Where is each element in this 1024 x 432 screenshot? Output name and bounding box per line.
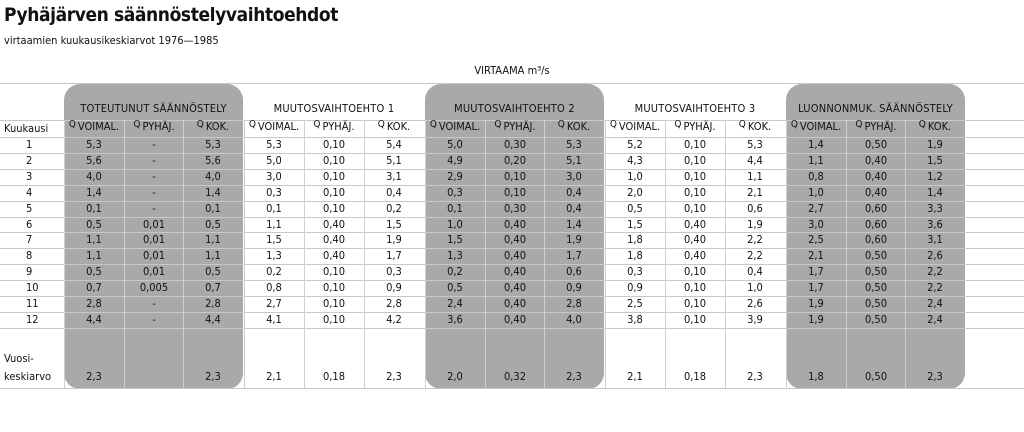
month-label: 1 [26,138,33,151]
table-cell: 0,10 [322,297,346,310]
table-cell: 0,1 [86,201,102,215]
table-cell: 4,4 [86,312,102,326]
table-cell: 0,4 [386,185,402,199]
row-header: Kuukausi [4,122,49,135]
table-cell: 1,5 [447,233,463,247]
table-cell: 3,9 [747,312,763,326]
table-cell: 2,2 [747,249,763,263]
table-cell: 0,10 [683,312,707,326]
column-header: Q PYHÄJ. [494,119,536,133]
month-label: 9 [26,265,33,279]
annual-cell: 0,32 [503,370,527,383]
table-cell: - [152,312,156,326]
page-title: Pyhäjärven säännöstelyvaihtoehdot [4,4,339,26]
table-cell: 4,0 [566,312,582,326]
annual-cell: 2,3 [566,370,582,383]
table-cell: 1,1 [86,233,102,247]
table-cell: 2,8 [386,297,402,310]
table-cell: 2,4 [927,312,943,326]
table-cell: 1,2 [927,169,943,183]
month-label: 11 [26,297,39,310]
table-cell: 0,40 [503,233,527,247]
table-cell: 0,40 [864,169,888,183]
table-cell: 5,3 [205,138,221,151]
table-cell: 1,4 [808,138,824,151]
group-heading-4: MUUTOSVAIHTOEHTO 3 [634,102,756,115]
month-label: 10 [26,281,39,295]
table-cell: 0,50 [864,249,888,263]
column-header: Q KOK. [377,119,411,133]
table-cell: 2,8 [86,297,102,310]
table-cell: 0,3 [447,185,463,199]
table-cell: 0,20 [503,153,527,167]
table-cell: 0,2 [386,201,402,215]
annual-cell: 1,8 [808,370,824,383]
table-cell: - [152,201,156,215]
table-cell: 0,40 [503,281,527,295]
month-label: 4 [26,185,33,199]
table-cell: 0,40 [503,265,527,279]
table-cell: 0,60 [864,233,888,247]
annual-label-line2: keskiarvo [4,370,52,383]
table-cell: 1,8 [627,249,643,263]
table-cell: 0,30 [503,138,527,151]
table-cell: 4,3 [627,153,643,167]
group-heading-1: TOTEUTUNUT SÄÄNNÖSTELY [80,102,227,115]
table-cell: 1,3 [266,249,282,263]
table-cell: 5,1 [386,153,402,167]
table-cell: 1,9 [747,217,763,231]
table-cell: 2,7 [266,297,282,310]
table-cell: 0,10 [683,281,707,295]
table-cell: 1,0 [627,169,643,183]
table-cell: 0,5 [205,217,221,231]
table-cell: 0,7 [86,281,102,295]
table-cell: 0,3 [266,185,282,199]
table-cell: 0,1 [266,201,282,215]
table-cell: 1,4 [566,217,582,231]
table-cell: 4,2 [386,312,402,326]
table-cell: 5,6 [205,153,221,167]
table-cell: - [152,169,156,183]
column-header: Q KOK. [918,119,952,133]
month-label: 3 [26,169,33,183]
table-cell: 4,1 [266,312,282,326]
table-cell: 0,10 [322,153,346,167]
column-header: Q VOIMAL. [248,119,300,133]
group-heading-5: LUONNONMUK. SÄÄNNÖSTELY [798,102,953,115]
table-cell: 0,40 [503,249,527,263]
table-cell: 2,4 [927,297,943,310]
table-cell: 5,3 [566,138,582,151]
table-cell: 0,40 [322,249,346,263]
annual-cell: 0,50 [864,370,888,383]
table-cell: 0,40 [322,217,346,231]
annual-cell: 2,1 [266,370,282,383]
table-cell: 2,0 [627,185,643,199]
table-cell: 0,50 [864,138,888,151]
month-label: 2 [26,153,33,167]
table-cell: 2,8 [566,297,582,310]
table-cell: 4,4 [747,153,763,167]
table-cell: 0,4 [566,185,582,199]
column-header: Q PYHÄJ. [855,119,897,133]
table-cell: 2,2 [927,265,943,279]
table-cell: 5,3 [747,138,763,151]
table-cell: 1,1 [86,249,102,263]
table-cell: 0,9 [386,281,402,295]
month-label: 12 [26,312,39,326]
annual-cell: 2,1 [627,370,643,383]
table-cell: 1,9 [927,138,943,151]
table-cell: 1,9 [566,233,582,247]
table-cell: 0,7 [205,281,221,295]
table-cell: 0,10 [322,312,346,326]
table-cell: 1,7 [566,249,582,263]
table-cell: 1,1 [205,249,221,263]
table-cell: 1,7 [808,281,824,295]
table-cell: 3,0 [566,169,582,183]
table-cell: 2,5 [808,233,824,247]
table-cell: 0,60 [864,217,888,231]
table-cell: 0,40 [864,153,888,167]
table-cell: 3,6 [927,217,943,231]
table-cell: 0,10 [503,185,527,199]
table-cell: 0,5 [86,217,102,231]
table-cell: 0,5 [86,265,102,279]
page-subtitle: virtaamien kuukausikeskiarvot 1976—1985 [4,34,219,47]
column-header: Q PYHÄJ. [313,119,355,133]
table-cell: 1,7 [808,265,824,279]
table-cell: 0,50 [864,297,888,310]
annual-cell: 2,0 [447,370,463,383]
table-cell: 0,60 [864,201,888,215]
table-cell: 5,0 [266,153,282,167]
table-cell: 2,6 [747,297,763,310]
table-cell: 2,8 [205,297,221,310]
annual-cell: 0,18 [322,370,346,383]
table-cell: 1,0 [747,281,763,295]
table-cell: 2,6 [927,249,943,263]
table-cell: 0,10 [322,201,346,215]
table-cell: 5,3 [266,138,282,151]
table-cell: 3,8 [627,312,643,326]
table-cell: 3,1 [927,233,943,247]
table-cell: 0,40 [322,233,346,247]
annual-cell: 2,3 [927,370,943,383]
table-cell: 1,1 [808,153,824,167]
table-cell: 4,9 [447,153,463,167]
table-cell: 4,4 [205,312,221,326]
annual-cell: 0,18 [683,370,707,383]
table-cell: 2,9 [447,169,463,183]
table-cell: 0,30 [503,201,527,215]
table-cell: 2,1 [747,185,763,199]
table-cell: 1,1 [205,233,221,247]
table-cell: 0,40 [683,249,707,263]
annual-cell: 2,3 [86,370,102,383]
table-cell: 4,0 [205,169,221,183]
table-cell: 0,40 [503,312,527,326]
table-cell: 0,5 [627,201,643,215]
table-cell: 5,0 [447,138,463,151]
table-cell: 0,8 [266,281,282,295]
unit-label: VIRTAAMA m³/s [474,64,550,77]
table-cell: 0,9 [566,281,582,295]
table-cell: 0,3 [627,265,643,279]
column-header: Q VOIMAL. [68,119,120,133]
table-cell: 0,50 [864,312,888,326]
table-cell: 0,01 [142,249,166,263]
column-header: Q VOIMAL. [790,119,842,133]
annual-cell: 2,3 [205,370,221,383]
column-header: Q KOK. [738,119,772,133]
table-cell: 5,4 [386,138,402,151]
table-cell: 0,10 [683,138,707,151]
table-cell: 0,01 [142,233,166,247]
table-cell: - [152,153,156,167]
table-cell: 1,5 [386,217,402,231]
table-cell: 3,3 [927,201,943,215]
column-header: Q PYHÄJ. [133,119,175,133]
month-label: 6 [26,217,33,231]
annual-cell: 2,3 [747,370,763,383]
table-cell: 1,5 [927,153,943,167]
table-cell: 5,3 [86,138,102,151]
table-cell: 3,0 [266,169,282,183]
table-cell: 0,10 [322,169,346,183]
table-cell: 0,50 [864,265,888,279]
table-cell: 0,5 [205,265,221,279]
table-cell: 0,01 [142,265,166,279]
table-cell: 0,2 [266,265,282,279]
table-cell: 3,1 [386,169,402,183]
table-cell: 1,4 [86,185,102,199]
table-cell: 1,4 [927,185,943,199]
table-cell: 3,6 [447,312,463,326]
table-cell: 5,6 [86,153,102,167]
table-cell: 1,9 [386,233,402,247]
table-cell: 0,01 [142,217,166,231]
table-cell: 2,1 [808,249,824,263]
table-cell: 0,10 [683,297,707,310]
table-cell: - [152,185,156,199]
rule-top [0,83,1024,84]
table-cell: 2,7 [808,201,824,215]
table-cell: 5,2 [627,138,643,151]
rule-bottom [0,388,1024,389]
table-cell: 0,1 [447,201,463,215]
table-cell: 1,0 [808,185,824,199]
table-cell: 0,10 [322,138,346,151]
table-cell: 1,1 [747,169,763,183]
table-cell: 3,0 [808,217,824,231]
table-cell: 1,9 [808,297,824,310]
table-cell: 5,1 [566,153,582,167]
table-cell: 0,10 [322,185,346,199]
table-cell: 1,5 [627,217,643,231]
table-cell: 0,6 [566,265,582,279]
rule-row [0,328,1024,329]
table-cell: 0,5 [447,281,463,295]
table-cell: 0,10 [322,265,346,279]
column-header: Q PYHÄJ. [674,119,716,133]
table-cell: 0,40 [864,185,888,199]
table-cell: 0,10 [683,153,707,167]
table-cell: 1,3 [447,249,463,263]
table-cell: 0,3 [386,265,402,279]
table-cell: 0,2 [447,265,463,279]
column-header: Q KOK. [196,119,230,133]
table-cell: 0,10 [683,169,707,183]
table-cell: 0,50 [864,281,888,295]
table-cell: 1,7 [386,249,402,263]
table-cell: 2,2 [927,281,943,295]
table-cell: 0,6 [747,201,763,215]
table-cell: 0,9 [627,281,643,295]
table-cell: - [152,297,156,310]
table-cell: 0,005 [139,281,169,295]
table-cell: 1,8 [627,233,643,247]
table-cell: 0,10 [683,201,707,215]
table-cell: 0,40 [503,297,527,310]
table-cell: 0,8 [808,169,824,183]
table-cell: 0,40 [683,217,707,231]
table-cell: 4,0 [86,169,102,183]
table-cell: 0,4 [747,265,763,279]
table-cell: 2,2 [747,233,763,247]
group-heading-2: MUUTOSVAIHTOEHTO 1 [273,102,395,115]
table-cell: 2,5 [627,297,643,310]
table-cell: 1,4 [205,185,221,199]
month-label: 5 [26,201,33,215]
annual-label-line1: Vuosi- [4,352,34,365]
table-cell: 0,10 [683,265,707,279]
table-cell: 0,1 [205,201,221,215]
table-cell: 1,9 [808,312,824,326]
table-cell: 0,40 [683,233,707,247]
annual-cell: 2,3 [386,370,402,383]
table-cell: 0,10 [683,185,707,199]
column-header: Q VOIMAL. [609,119,661,133]
table-cell: - [152,138,156,151]
column-header: Q VOIMAL. [429,119,481,133]
month-label: 7 [26,233,33,247]
table-cell: 0,40 [503,217,527,231]
table-cell: 0,10 [322,281,346,295]
column-header: Q KOK. [557,119,591,133]
table-cell: 1,1 [266,217,282,231]
month-label: 8 [26,249,33,263]
table-cell: 1,5 [266,233,282,247]
table-cell: 2,4 [447,297,463,310]
group-heading-3: MUUTOSVAIHTOEHTO 2 [454,102,575,115]
table-cell: 1,0 [447,217,463,231]
table-cell: 0,10 [503,169,527,183]
table-cell: 0,4 [566,201,582,215]
